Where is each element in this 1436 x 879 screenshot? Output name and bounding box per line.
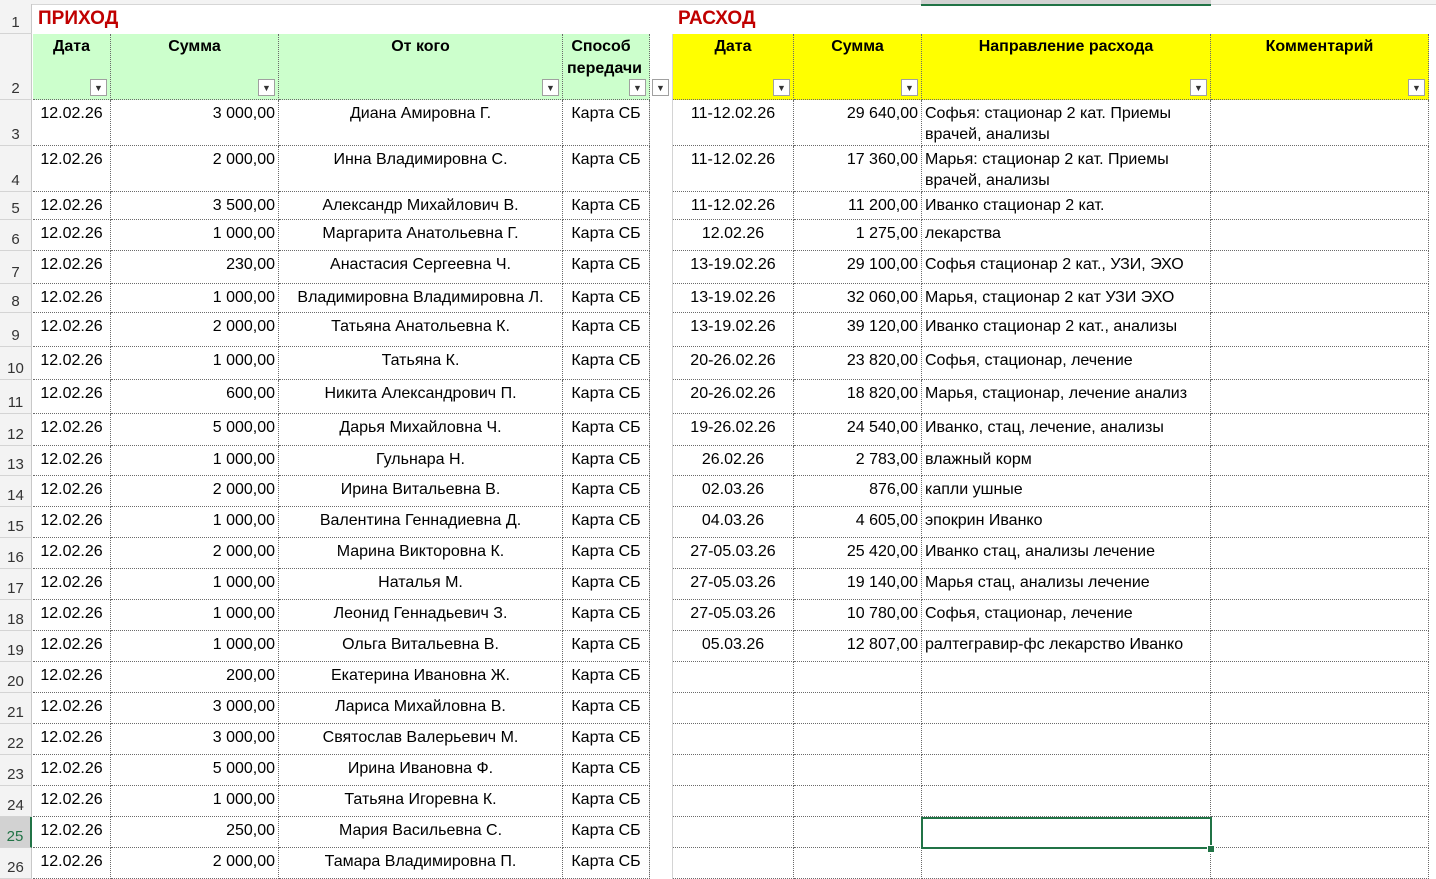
income-cell-amount[interactable]: 600,00 [111,380,279,414]
filter-dropdown-icon[interactable]: ▼ [773,79,790,96]
expense-cell-purpose[interactable]: Софья: стационар 2 кат. Приемы врачей, анализы [922,100,1211,146]
expense-cell-comment[interactable] [1211,848,1429,879]
selected-cell[interactable] [921,817,1212,849]
expense-cell-date[interactable]: 05.03.26 [673,631,794,662]
expense-header-comment[interactable]: Комментарий [1211,34,1429,100]
expense-cell-date[interactable] [673,848,794,879]
income-cell-date[interactable]: 12.02.26 [33,600,111,631]
row-header[interactable]: 14 [0,476,32,507]
income-cell-method[interactable]: Карта СБ [563,284,650,313]
row-header[interactable]: 11 [0,380,32,414]
expense-cell-comment[interactable] [1211,414,1429,446]
income-cell-amount[interactable]: 2 000,00 [111,848,279,879]
expense-cell-comment[interactable] [1211,538,1429,569]
expense-cell-comment[interactable] [1211,347,1429,380]
expense-cell-date[interactable]: 27-05.03.26 [673,569,794,600]
expense-cell-amount[interactable]: 1 275,00 [794,220,922,251]
row-header[interactable]: 2 [0,34,32,100]
expense-cell-date[interactable] [673,817,794,848]
income-cell-from[interactable]: Диана Амировна Г. [279,100,563,146]
income-cell-method[interactable]: Карта СБ [563,507,650,538]
expense-cell-comment[interactable] [1211,476,1429,507]
filter-dropdown-icon[interactable]: ▼ [542,79,559,96]
row-header[interactable]: 25 [0,817,32,848]
expense-cell-amount[interactable]: 4 605,00 [794,507,922,538]
income-cell-amount[interactable]: 200,00 [111,662,279,693]
expense-cell-date[interactable] [673,693,794,724]
expense-cell-amount[interactable]: 12 807,00 [794,631,922,662]
row-header[interactable]: 6 [0,220,32,251]
expense-cell-date[interactable]: 13-19.02.26 [673,251,794,284]
expense-cell-date[interactable]: 13-19.02.26 [673,284,794,313]
expense-cell-comment[interactable] [1211,786,1429,817]
income-cell-method[interactable]: Карта СБ [563,220,650,251]
row-header[interactable]: 5 [0,192,32,220]
income-cell-method[interactable]: Карта СБ [563,631,650,662]
expense-cell-purpose[interactable]: Иванко, стац, лечение, анализы [922,414,1211,446]
row-header[interactable]: 4 [0,146,32,192]
row-header[interactable]: 24 [0,786,32,817]
row-header[interactable]: 22 [0,724,32,755]
income-title: ПРИХОД [38,8,119,29]
expense-cell-purpose[interactable]: Марья: стационар 2 кат. Приемы врачей, анализы [922,146,1211,192]
income-cell-from[interactable]: Наталья М. [279,569,563,600]
income-cell-method[interactable]: Карта СБ [563,414,650,446]
expense-cell-purpose[interactable]: лекарства [922,220,1211,251]
expense-cell-amount[interactable]: 32 060,00 [794,284,922,313]
filter-dropdown-icon[interactable]: ▼ [258,79,275,96]
income-cell-method[interactable]: Карта СБ [563,538,650,569]
expense-cell-date[interactable]: 11-12.02.26 [673,100,794,146]
expense-cell-comment[interactable] [1211,192,1429,220]
expense-cell-comment[interactable] [1211,220,1429,251]
expense-cell-amount[interactable]: 24 540,00 [794,414,922,446]
expense-cell-amount[interactable] [794,755,922,786]
expense-cell-purpose[interactable]: Марья, стационар, лечение анализ [922,380,1211,414]
income-cell-date[interactable]: 12.02.26 [33,569,111,600]
income-cell-from[interactable]: Владимировна Владимировна Л. [279,284,563,313]
income-cell-method[interactable]: Карта СБ [563,569,650,600]
income-cell-date[interactable]: 12.02.26 [33,220,111,251]
income-cell-amount[interactable]: 1 000,00 [111,446,279,476]
income-cell-date[interactable]: 12.02.26 [33,724,111,755]
income-cell-date[interactable]: 12.02.26 [33,192,111,220]
expense-cell-amount[interactable] [794,848,922,879]
expense-cell-amount[interactable]: 10 780,00 [794,600,922,631]
expense-cell-amount[interactable]: 17 360,00 [794,146,922,192]
row-header[interactable]: 21 [0,693,32,724]
expense-cell-amount[interactable]: 29 100,00 [794,251,922,284]
row-header[interactable]: 12 [0,414,32,446]
income-cell-date[interactable]: 12.02.26 [33,755,111,786]
income-cell-method[interactable]: Карта СБ [563,662,650,693]
expense-title: РАСХОД [678,8,756,29]
income-cell-from[interactable]: Марина Викторовна К. [279,538,563,569]
income-cell-from[interactable]: Ольга Витальевна В. [279,631,563,662]
expense-cell-amount[interactable]: 29 640,00 [794,100,922,146]
income-cell-date[interactable]: 12.02.26 [33,414,111,446]
income-cell-from[interactable]: Александр Михайлович В. [279,192,563,220]
income-cell-amount[interactable]: 3 500,00 [111,192,279,220]
income-cell-from[interactable]: Леонид Геннадьевич З. [279,600,563,631]
income-cell-amount[interactable]: 2 000,00 [111,313,279,347]
income-cell-method[interactable]: Карта СБ [563,817,650,848]
expense-cell-purpose[interactable] [922,662,1211,693]
expense-cell-date[interactable]: 27-05.03.26 [673,600,794,631]
income-cell-method[interactable]: Карта СБ [563,755,650,786]
filter-dropdown-icon[interactable]: ▼ [901,79,918,96]
expense-cell-purpose[interactable] [922,693,1211,724]
expense-cell-amount[interactable]: 2 783,00 [794,446,922,476]
expense-cell-date[interactable]: 02.03.26 [673,476,794,507]
income-cell-date[interactable]: 12.02.26 [33,817,111,848]
expense-cell-amount[interactable]: 11 200,00 [794,192,922,220]
income-cell-method[interactable]: Карта СБ [563,446,650,476]
income-cell-from[interactable]: Дарья Михайловна Ч. [279,414,563,446]
expense-cell-purpose[interactable]: Софья, стационар, лечение [922,347,1211,380]
expense-cell-amount[interactable]: 18 820,00 [794,380,922,414]
expense-cell-comment[interactable] [1211,724,1429,755]
income-cell-from[interactable]: Святослав Валерьевич М. [279,724,563,755]
income-cell-amount[interactable]: 230,00 [111,251,279,284]
expense-cell-purpose[interactable]: влажный корм [922,446,1211,476]
income-cell-method[interactable]: Карта СБ [563,146,650,192]
expense-cell-date[interactable]: 19-26.02.26 [673,414,794,446]
income-cell-date[interactable]: 12.02.26 [33,693,111,724]
income-cell-date[interactable]: 12.02.26 [33,347,111,380]
expense-cell-comment[interactable] [1211,313,1429,347]
expense-cell-date[interactable]: 11-12.02.26 [673,146,794,192]
income-cell-date[interactable]: 12.02.26 [33,786,111,817]
filter-dropdown-icon[interactable]: ▼ [629,79,646,96]
income-cell-from[interactable]: Екатерина Ивановна Ж. [279,662,563,693]
income-cell-from[interactable]: Мария Васильевна С. [279,817,563,848]
income-cell-amount[interactable]: 1 000,00 [111,284,279,313]
expense-cell-purpose[interactable]: капли ушные [922,476,1211,507]
income-cell-method[interactable]: Карта СБ [563,848,650,879]
income-cell-amount[interactable]: 1 000,00 [111,569,279,600]
income-cell-method[interactable]: Карта СБ [563,786,650,817]
row-header[interactable]: 20 [0,662,32,693]
income-cell-from[interactable]: Татьяна Анатольевна К. [279,313,563,347]
income-cell-amount[interactable]: 2 000,00 [111,476,279,507]
expense-cell-purpose[interactable]: ралтегравир-фс лекарство Иванко [922,631,1211,662]
row-header[interactable]: 13 [0,446,32,476]
income-cell-amount[interactable]: 1 000,00 [111,786,279,817]
row-header[interactable]: 19 [0,631,32,662]
income-cell-from[interactable]: Тамара Владимировна П. [279,848,563,879]
expense-cell-comment[interactable] [1211,600,1429,631]
row-header[interactable]: 15 [0,507,32,538]
income-cell-date[interactable]: 12.02.26 [33,538,111,569]
income-cell-date[interactable]: 12.02.26 [33,848,111,879]
expense-cell-purpose[interactable]: Софья, стационар, лечение [922,600,1211,631]
expense-cell-comment[interactable] [1211,146,1429,192]
income-cell-from[interactable]: Валентина Геннадиевна Д. [279,507,563,538]
expense-cell-amount[interactable]: 23 820,00 [794,347,922,380]
income-header-from[interactable]: От кого [279,34,563,100]
expense-cell-comment[interactable] [1211,100,1429,146]
expense-cell-amount[interactable]: 19 140,00 [794,569,922,600]
income-cell-from[interactable]: Татьяна К. [279,347,563,380]
income-cell-date[interactable]: 12.02.26 [33,380,111,414]
income-cell-date[interactable]: 12.02.26 [33,662,111,693]
income-cell-amount[interactable]: 5 000,00 [111,755,279,786]
income-cell-from[interactable]: Маргарита Анатольевна Г. [279,220,563,251]
income-header-method[interactable]: Способ передачи [563,34,650,100]
income-cell-date[interactable]: 12.02.26 [33,251,111,284]
expense-cell-date[interactable]: 26.02.26 [673,446,794,476]
expense-cell-amount[interactable]: 25 420,00 [794,538,922,569]
income-cell-amount[interactable]: 1 000,00 [111,220,279,251]
expense-cell-purpose[interactable] [922,848,1211,879]
income-header-amount[interactable]: Сумма [111,34,279,100]
income-cell-amount[interactable]: 1 000,00 [111,631,279,662]
expense-cell-purpose[interactable]: Иванко стационар 2 кат. [922,192,1211,220]
income-cell-from[interactable]: Ирина Витальевна В. [279,476,563,507]
expense-cell-date[interactable]: 20-26.02.26 [673,347,794,380]
expense-cell-date[interactable]: 13-19.02.26 [673,313,794,347]
income-cell-method[interactable]: Карта СБ [563,313,650,347]
income-cell-method[interactable]: Карта СБ [563,100,650,146]
income-cell-from[interactable]: Анастасия Сергеевна Ч. [279,251,563,284]
expense-cell-date[interactable]: 04.03.26 [673,507,794,538]
income-cell-from[interactable]: Татьяна Игоревна К. [279,786,563,817]
income-cell-method[interactable]: Карта СБ [563,724,650,755]
expense-cell-amount[interactable] [794,817,922,848]
expense-cell-purpose[interactable] [922,724,1211,755]
expense-cell-date[interactable] [673,662,794,693]
row-header[interactable]: 10 [0,347,32,380]
income-cell-date[interactable]: 12.02.26 [33,146,111,192]
expense-cell-purpose[interactable]: Марья стац, анализы лечение [922,569,1211,600]
income-cell-amount[interactable]: 1 000,00 [111,347,279,380]
income-cell-method[interactable]: Карта СБ [563,380,650,414]
row-header[interactable]: 26 [0,848,32,879]
expense-cell-date[interactable] [673,724,794,755]
income-cell-from[interactable]: Инна Владимировна С. [279,146,563,192]
filter-dropdown-icon[interactable]: ▼ [1408,79,1425,96]
filter-dropdown-icon[interactable]: ▼ [652,79,669,96]
income-cell-date[interactable]: 12.02.26 [33,476,111,507]
income-cell-from[interactable]: Гульнара Н. [279,446,563,476]
income-cell-amount[interactable]: 1 000,00 [111,507,279,538]
income-cell-date[interactable]: 12.02.26 [33,284,111,313]
income-cell-amount[interactable]: 2 000,00 [111,146,279,192]
expense-cell-comment[interactable] [1211,446,1429,476]
income-cell-from[interactable]: Ирина Ивановна Ф. [279,755,563,786]
income-cell-date[interactable]: 12.02.26 [33,313,111,347]
income-cell-method[interactable]: Карта СБ [563,693,650,724]
row-header[interactable]: 23 [0,755,32,786]
expense-cell-amount[interactable] [794,693,922,724]
expense-cell-date[interactable]: 11-12.02.26 [673,192,794,220]
expense-cell-date[interactable] [673,786,794,817]
expense-cell-purpose[interactable]: Иванко стационар 2 кат., анализы [922,313,1211,347]
income-cell-method[interactable]: Карта СБ [563,347,650,380]
expense-cell-amount[interactable] [794,786,922,817]
expense-header-amount[interactable]: Сумма [794,34,922,100]
expense-cell-amount[interactable] [794,724,922,755]
income-cell-amount[interactable]: 2 000,00 [111,538,279,569]
income-cell-amount[interactable]: 3 000,00 [111,693,279,724]
expense-header-date[interactable]: Дата [673,34,794,100]
income-cell-method[interactable]: Карта СБ [563,476,650,507]
expense-cell-purpose[interactable] [922,786,1211,817]
row-header[interactable]: 16 [0,538,32,569]
income-header-date[interactable]: Дата [33,34,111,100]
expense-cell-comment[interactable] [1211,380,1429,414]
expense-cell-comment[interactable] [1211,631,1429,662]
expense-cell-comment[interactable] [1211,569,1429,600]
filter-dropdown-icon[interactable]: ▼ [1190,79,1207,96]
expense-cell-date[interactable]: 12.02.26 [673,220,794,251]
expense-cell-comment[interactable] [1211,251,1429,284]
income-cell-amount[interactable]: 1 000,00 [111,600,279,631]
expense-cell-purpose[interactable]: Иванко стац, анализы лечение [922,538,1211,569]
income-cell-date[interactable]: 12.02.26 [33,507,111,538]
filter-dropdown-icon[interactable]: ▼ [90,79,107,96]
income-cell-method[interactable]: Карта СБ [563,600,650,631]
expense-cell-comment[interactable] [1211,662,1429,693]
expense-cell-purpose[interactable]: Софья стационар 2 кат., УЗИ, ЭХО [922,251,1211,284]
expense-cell-purpose[interactable] [922,755,1211,786]
income-cell-amount[interactable]: 3 000,00 [111,100,279,146]
row-header[interactable]: 18 [0,600,32,631]
expense-header-purpose[interactable]: Направление расхода [922,34,1211,100]
expense-cell-date[interactable]: 20-26.02.26 [673,380,794,414]
income-cell-date[interactable]: 12.02.26 [33,100,111,146]
expense-cell-comment[interactable] [1211,755,1429,786]
expense-cell-amount[interactable]: 39 120,00 [794,313,922,347]
expense-cell-purpose[interactable]: Марья, стационар 2 кат УЗИ ЭХО [922,284,1211,313]
expense-cell-comment[interactable] [1211,284,1429,313]
income-cell-amount[interactable]: 3 000,00 [111,724,279,755]
row-header[interactable]: 8 [0,284,32,313]
row-header[interactable]: 17 [0,569,32,600]
expense-cell-amount[interactable] [794,662,922,693]
income-cell-amount[interactable]: 250,00 [111,817,279,848]
income-cell-amount[interactable]: 5 000,00 [111,414,279,446]
expense-cell-comment[interactable] [1211,817,1429,848]
expense-cell-comment[interactable] [1211,507,1429,538]
income-cell-date[interactable]: 12.02.26 [33,446,111,476]
income-cell-date[interactable]: 12.02.26 [33,631,111,662]
expense-cell-comment[interactable] [1211,693,1429,724]
expense-cell-date[interactable]: 27-05.03.26 [673,538,794,569]
row-header[interactable]: 1 [0,4,32,34]
expense-cell-amount[interactable]: 876,00 [794,476,922,507]
income-cell-from[interactable]: Лариса Михайловна В. [279,693,563,724]
income-cell-from[interactable]: Никита Александрович П. [279,380,563,414]
row-header[interactable]: 3 [0,100,32,146]
income-cell-method[interactable]: Карта СБ [563,192,650,220]
expense-cell-purpose[interactable]: эпокрин Иванко [922,507,1211,538]
row-header[interactable]: 9 [0,313,32,347]
row-header[interactable]: 7 [0,251,32,284]
income-cell-method[interactable]: Карта СБ [563,251,650,284]
expense-cell-date[interactable] [673,755,794,786]
fill-handle[interactable] [1207,845,1215,853]
